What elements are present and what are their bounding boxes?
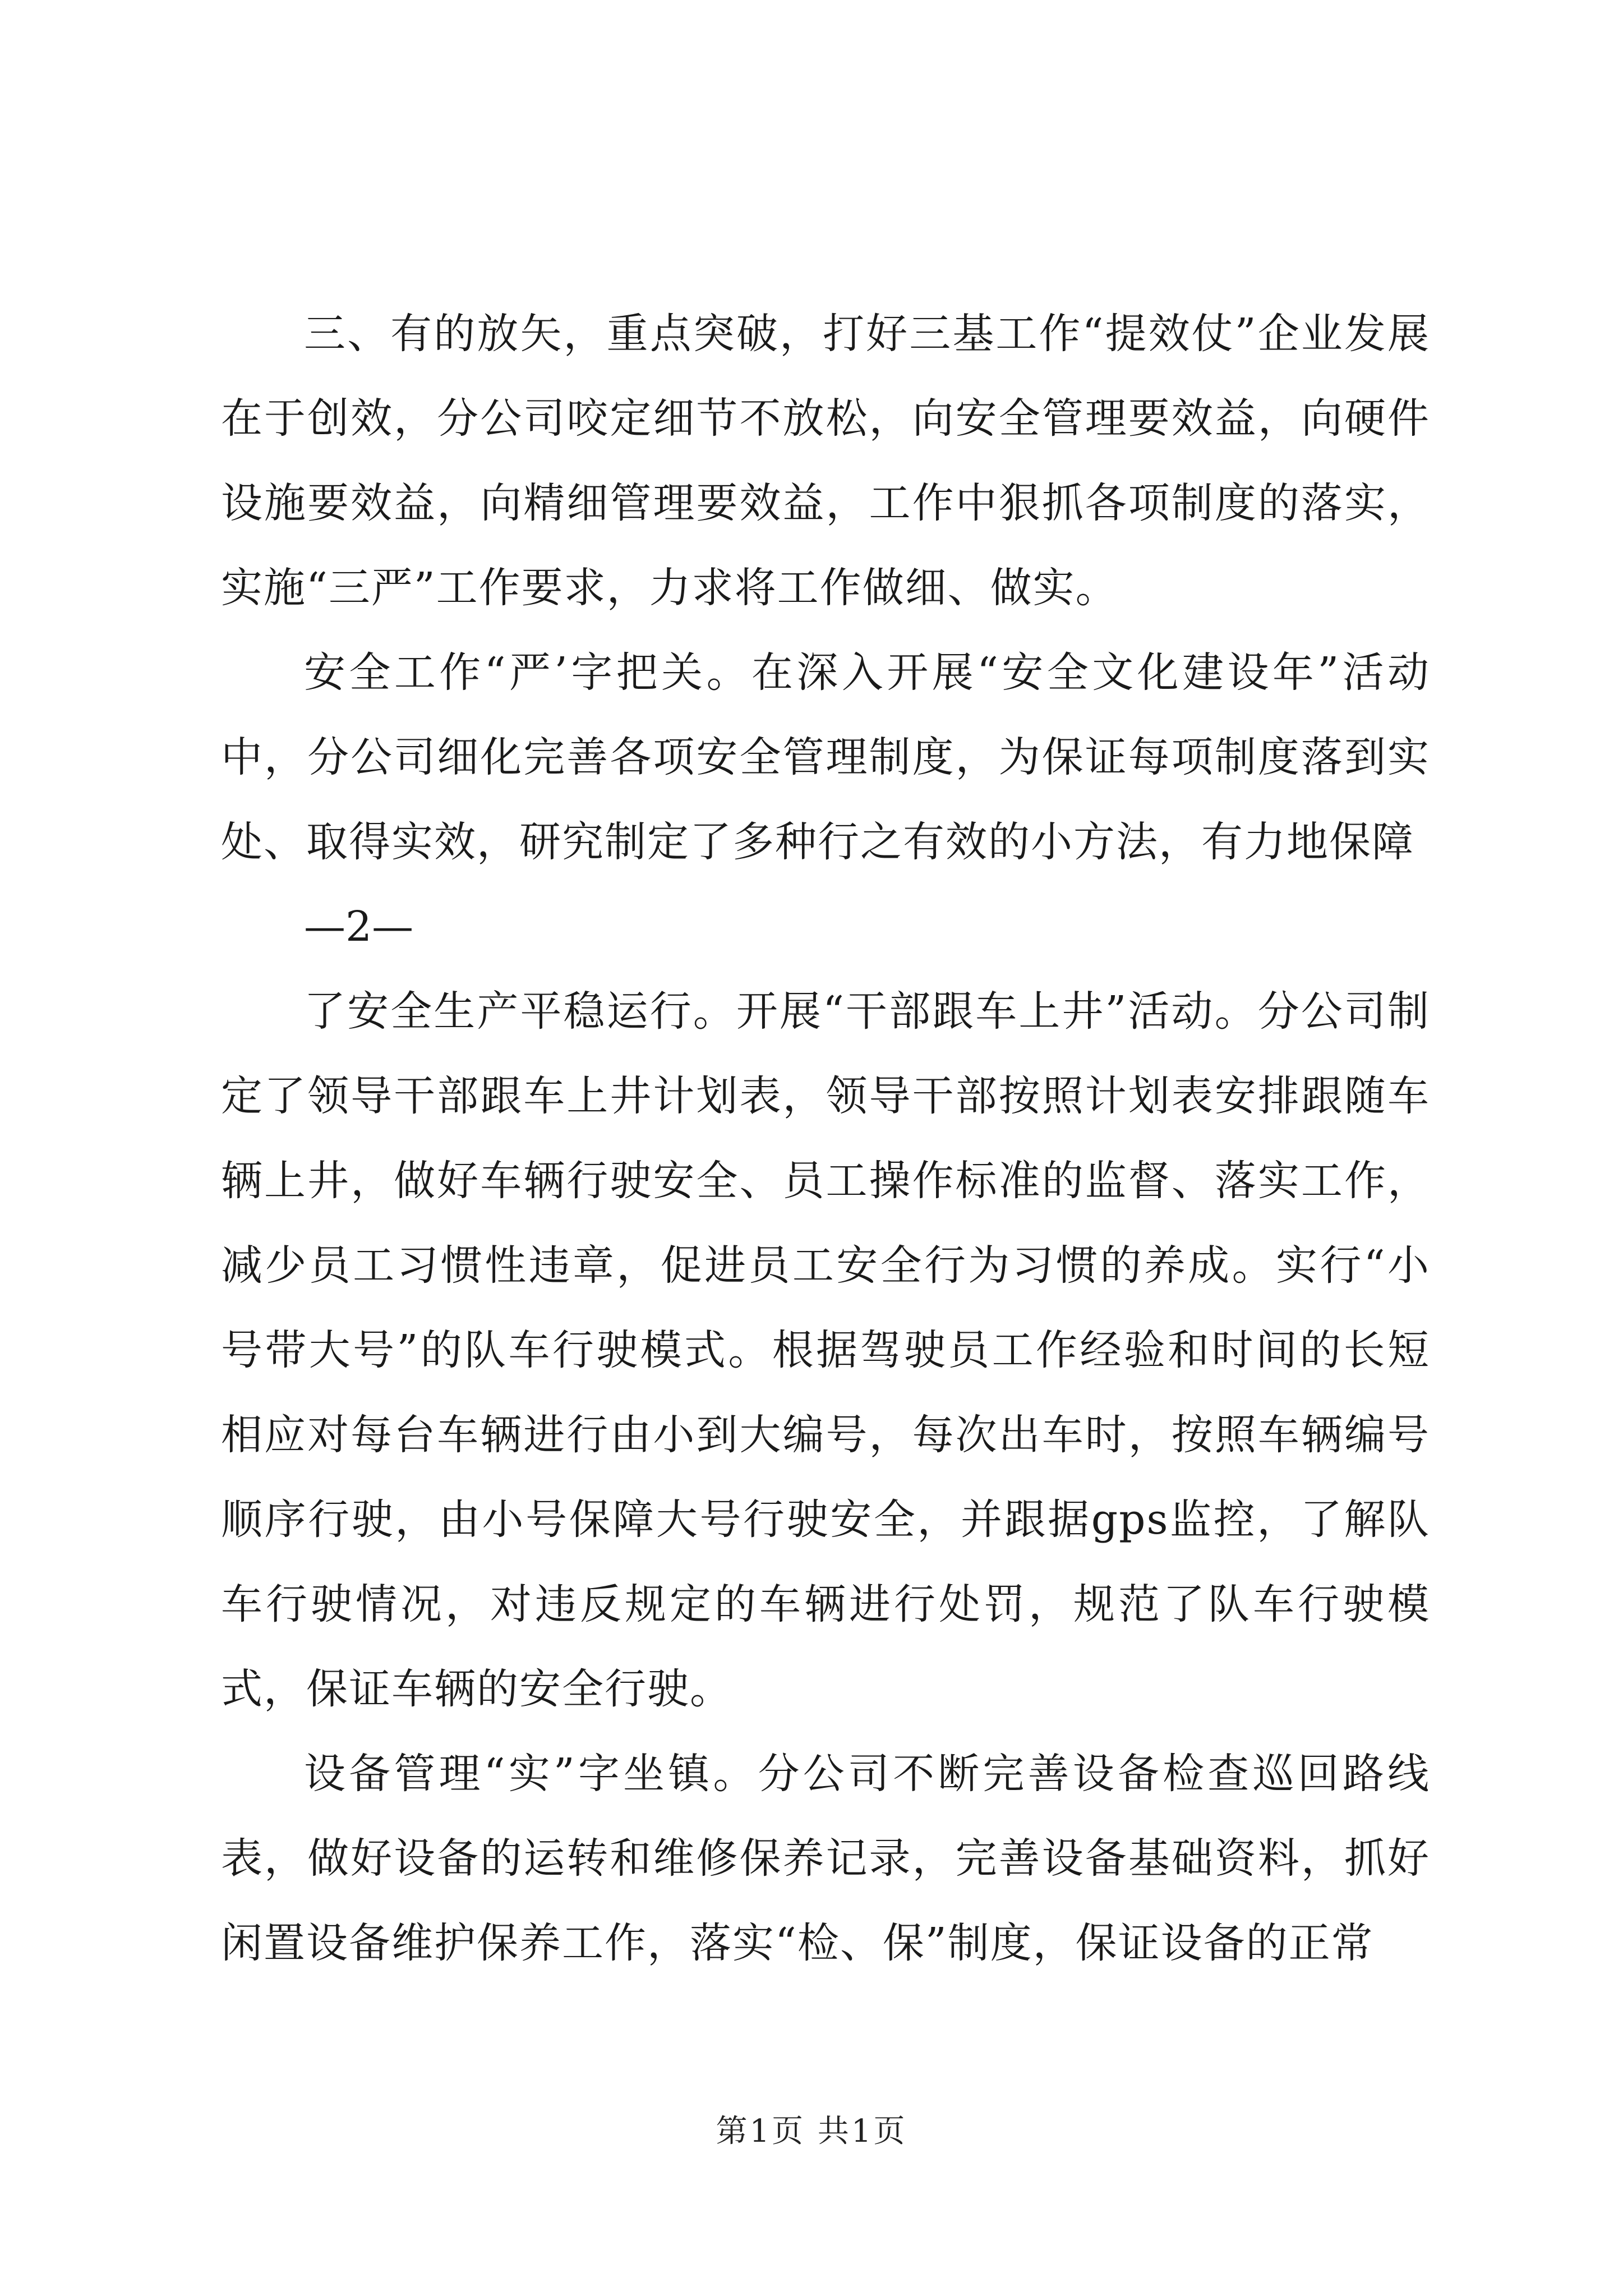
inline-page-marker: —2— [304,903,414,951]
paragraph-equipment-management: 设备管理“实”字坐镇。分公司不断完善设备检查巡回路线表，做好设备的运转和维修保养记录，完善设备基础资料，抓好闲置设备维护保养工作，落实“检、保”制度，保证设备的正常 [221,1750,1430,1967]
paragraph-three-basics: 三、有的放矢，重点突破，打好三基工作“提效仗”企业发展在于创效，分公司咬定细节不放松，向安全管理要效益，向硬件设施要效益，向精细管理要效益，工作中狠抓各项制度的落实，实施“三严”工作要求，力求将工作做细、做实。 [221,310,1430,612]
page-footer: 第1页 共1页 [716,2113,907,2150]
paragraph-safety-work: 安全工作“严’字把关。在深入开展“安全文化建设年”活动中，分公司细化完善各项安全管理制度，为保证每项制度落到实处、取得实效，研究制定了多种行之有效的小方法，有力地保障 [221,648,1430,866]
document-body [221,292,1430,1986]
paragraph-safety-continued: 了安全生产平稳运行。开展“干部跟车上井”活动。分公司制定了领导干部跟车上井计划表，领导干部按照计划表安排跟随车辆上井，做好车辆行驶安全、员工操作标准的监督、落实工作，减少员工习惯性违章，促进员工安全行为习惯的养成。实行“小号带大号”的队车行驶模式。根据驾驶员工作经验和时间的长短相应对每台车辆进行由小到大编号，每次出车时，按照车辆编号顺序行驶，由小号保障大号行驶安全，并跟据gps监控，了解队车行驶情况，对违反规定的车辆进行处罚，规范了队车行驶模式，保证车辆的安全行驶。 [221,987,1430,1713]
